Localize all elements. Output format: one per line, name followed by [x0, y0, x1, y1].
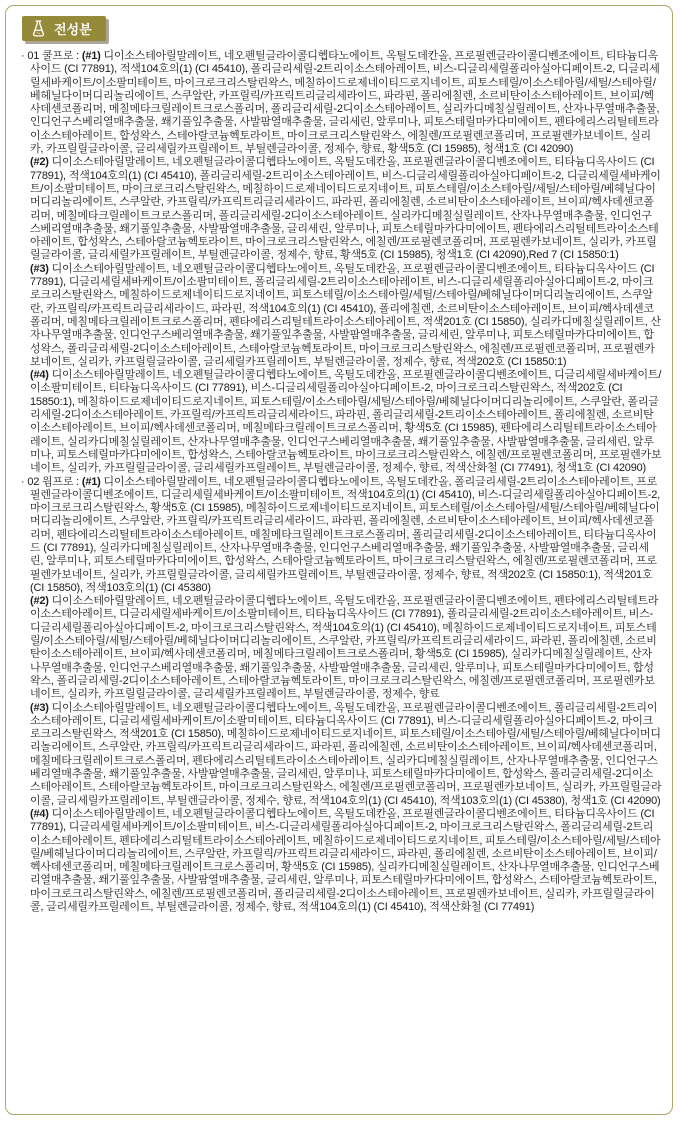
shade-marker: (#4)	[30, 807, 52, 820]
shade-marker: (#4)	[30, 369, 52, 382]
ingredients-list	[6, 43, 672, 914]
shade-marker: (#3)	[30, 262, 52, 275]
ingredients-text: 디이소스테아릴말레이트, 네오펜틸글라이콜디헵타노에이트, 옥틸도데칸올, 프로필렌글라이콜디벤조에이트, 티타늄디옥사이드 (CI 77891), 디글리세릴세바케이트/이소팔미테이트, 비스-디글리세릴폴리아실아디페이트-2, 마이크로크리스탈린왁스, 폴리글리세릴-2트리이소스테아레이트, 펜타에리스리틸테트라이소스테아레이트, 메칠하이드로제네이티드로지네이트, 피토스테릴/이소스테아릴/세틸/스테아릴/베헤닐다이머디리놀리에이트, 스쿠알란, 카프릴릭/카프릭트리글리세라이드, 파라핀, 폴리에칠렌, 소르비탄이소스테아레이트, 브이피/헥사데센코폴리머, 메칠메타크릴레이트크로스폴리머, 황색5호 (CI 15985), 실리카디메칠실릴레이트, 산자나무열매추출물, 인디언구스베리열매추출물, 쐐기풀잎추출물, 사발팜열매추출물, 글리세린, 알루미나, 피토스테릴마카다미에이트, 합성왁스, 스테아랄코늄헥토라이트, 마이크로크리스탈린왁스, 에칠렌/프로필렌코폴리머, 폴리글리세릴-2디이소스테아레이트, 프로필렌카보네이트, 실리카, 카프릴릴글라이콜, 글리세릴카프릴레이트, 부틸렌글라이콜, 정제수, 향료, 적색104호의(1) (CI 45410), 적색산화철 (CI 77491)	[30, 807, 661, 913]
shade-marker: (#2)	[30, 595, 52, 608]
product-entry	[21, 475, 662, 596]
product-name: · 01 쿨프로 :	[21, 50, 82, 62]
shade-paragraph	[30, 702, 662, 808]
ingredients-text: 디이소스테아릴말레이트, 네오펜틸글라이콜디헵타노에이트, 옥틸도데칸올, 프로필렌글라이콜디벤조에이트, 티타늄디옥사이드 (CI 77891), 디글리세릴세바케이트/이소팔미테이트, 폴리글리세릴-2트리이소스테아레이트, 비스-디글리세릴폴리아실아디페이트-2, 마이크로크리스탈린왁스, 메칠하이드로제네이티드로지네이트, 피토스테릴/이소스테아릴/세틸/스테아릴/베헤닐다이머디리놀리에이트, 스쿠알란, 카프릴릭/카프릭트리글리세라이드, 파라핀, 적색104호의(1) (CI 45410), 폴리에칠렌, 소르비탄이소스테아레이트, 브이피/헥사데센코폴리머, 메칠메타크릴레이트크로스폴리머, 펜타에리스리틸테트라이소스테아레이트, 적색201호 (CI 15850), 실리카디메칠실릴레이트, 산자나무열매추출물, 인디언구스베리열매추출물, 쐐기풀잎추출물, 사발팜열매추출물, 글리세린, 알루미나, 피토스테릴마카다미에이트, 합성왁스, 폴리글리세릴-2디이소스테아레이트, 스테아랄코늄헥토라이트, 마이크로크리스탈린왁스, 에칠렌/프로필렌코폴리머, 프로필렌카보네이트, 실리카, 카프릴릴글라이콜, 글리세릴카프릴레이트, 부틸렌글라이콜, 정제수, 향료, 적색202호 (CI 15850:1)	[30, 262, 661, 368]
shade-paragraph	[30, 595, 662, 701]
ingredients-text: 디이소스테아릴말레이트, 네오펜틸글라이콜디헵타노에이트, 옥틸도데칸올, 프로필렌글라이콜디벤조에이트, 폴리글리세릴-2트리이소스테아레이트, 디글리세릴세바케이트/이소팔미테이트, 티타늄디옥사이드 (CI 77891), 비스-디글리세릴폴리아실아디페이트-2, 마이크로크리스탈린왁스, 적색201호 (CI 15850), 메칠하이드로제네이티드로지네이트, 피토스테릴/이소스테아릴/세틸/스테아릴/베헤닐다이머디리놀리에이트, 스쿠알란, 카프릴릭/카프릭트리글리세라이드, 파라핀, 폴리에칠렌, 소르비탄이소스테아레이트, 브이피/헥사데센코폴리머, 메칠메타크릴레이트크로스폴리머, 펜타에리스리틸테트라이소스테아레이트, 실리카디메칠실릴레이트, 산자나무열매추출물, 인디언구스베리열매추출물, 쐐기풀잎추출물, 사발팜열매추출물, 글리세린, 알루미나, 피토스테릴마카다미에이트, 합성왁스, 폴리글리세릴-2디이소스테아레이트, 스테아랄코늄헥토라이트, 마이크로크리스탈린왁스, 에칠렌/프로필렌코폴리머, 프로필렌카보네이트, 실리카, 카프릴릴글라이콜, 글리세릴카프릴레이트, 부틸렌글라이콜, 정제수, 향료, 적색104호의(1) (CI 45410), 적색103호의(1) (CI 45380), 청색1호 (CI 42090)	[30, 701, 662, 807]
section-badge	[22, 16, 106, 41]
ingredients-text: 디이소스테아릴말레이트, 네오펜틸글라이콜디헵타노에이트, 옥틸도데칸올, 폴리글리세릴-2트리이소스테아레이트, 프로필렌글라이콜디벤조에이트, 디글리세릴세바케이트/이소팔미테이트, 적색104호의(1) (CI 45410), 비스-디글리세릴폴리아실아디페이트-2, 마이크로크리스탈린왁스, 황색5호 (CI 15985), 메칠하이드로제네이티드로지네이트, 피토스테릴/이소스테아릴/세틸/스테아릴/베헤닐다이머디리놀리에이트, 스쿠알란, 카프릴릭/카프릭트리글리세라이드, 파라핀, 폴리에칠렌, 소르비탄이소스테아레이트, 브이피/헥사데센코폴리머, 펜타에리스리틸테트라이소스테아레이트, 메칠메타크릴레이트크로스폴리머, 폴리글리세릴-2디이소스테아레이트, 티타늄디옥사이드 (CI 77891), 실리카디메칠실릴레이트, 산자나무열매추출물, 인디언구스베리열매추출물, 쐐기풀잎추출물, 사발팜열매추출물, 글리세린, 알루미나, 피토스테릴마카다미에이트, 합성왁스, 스테아랄코늄헥토라이트, 마이크로크리스탈린왁스, 에칠렌/프로필렌코폴리머, 프로필렌카보네이트, 실리카, 카프릴릴글라이콜, 글리세릴카프릴레이트, 부틸렌글라이콜, 정제수, 향료, 적색202호 (CI 15850:1), 적색201호 (CI 15850), 적색103호의(1) (CI 45380)	[30, 475, 660, 594]
shade-marker: (#3)	[30, 701, 52, 714]
ingredients-text: 디이소스테아릴말레이트, 네오펜틸글라이콜디헵타노에이트, 옥틸도데칸올, 프로필렌글라이콜디벤조에이트, 펜타에리스리틸테트라이소스테아레이트, 디글리세릴세바케이트/이소팔미테이트, 티타늄디옥사이드 (CI 77891), 폴리글리세릴-2트리이소스테아레이트, 비스-디글리세릴폴리아실아디페이트-2, 마이크로크리스탈린왁스, 적색104호의(1) (CI 45410), 메칠하이드로제네이티드로지네이트, 피토스테릴/이소스테아릴/세틸/스테아릴/베헤닐다이머디리놀리에이트, 스쿠알란, 카프릴릭/카프릭트리글리세라이드, 파라핀, 폴리에칠렌, 소르비탄이소스테아레이트, 브이피/헥사데센코폴리머, 메칠메타크릴레이트크로스폴리머, 황색5호 (CI 15985), 실리카디메칠실릴레이트, 산자나무열매추출물, 인디언구스베리열매추출물, 쐐기풀잎추출물, 사발팜열매추출물, 글리세린, 알루미나, 피토스테릴마카다미에이트, 합성왁스, 폴리글리세릴-2디이소스테아레이트, 스테아랄코늄헥토라이트, 마이크로크리스탈린왁스, 에칠렌/프로필렌코폴리머, 프로필렌카보네이트, 실리카, 카프릴릴글라이콜, 글리세릴카프릴레이트, 부틸렌글라이콜, 정제수, 향료	[30, 595, 659, 701]
shade-marker: (#1)	[81, 475, 104, 488]
product-name: · 02 웜프로 :	[21, 475, 82, 488]
ingredients-text: 디이소스테아릴말레이트, 네오펜틸글라이콜디헵타노에이트, 옥틸도데칸올, 프로필렌글라이콜디벤조에이트, 디글리세릴세바케이트/이소팔미테이트, 티타늄디옥사이드 (CI 77891), 비스-디글리세릴폴리아실아디페이트-2, 마이크로크리스탈린왁스, 적색202호 (CI 15850:1), 메칠하이드로제네이티드로지네이트, 피토스테릴/이소스테아릴/세틸/스테아릴/베헤닐다이머디리놀리에이트, 스쿠알란, 폴리글리세릴-2디이소스테아레이트, 카프릴릭/카프릭트리글리세라이드, 파라핀, 폴리글리세릴-2트리이소스테아레이트, 폴리에칠렌, 소르비탄이소스테아레이트, 브이피/헥사데센코폴리머, 메칠메타크릴레이트크로스폴리머, 황색5호 (CI 15985), 펜타에리스리틸테트라이소스테아레이트, 실리카디메칠실릴레이트, 산자나무열매추출물, 인디언구스베리열매추출물, 쐐기풀잎추출물, 사발팜열매추출물, 글리세린, 알루미나, 피토스테릴마카다미에이트, 합성왁스, 스테아랄코늄헥토라이트, 마이크로크리스탈린왁스, 에칠렌/프로필렌코폴리머, 프로필렌카보네이트, 실리카, 카프릴릴글라이콜, 글리세릴카프릴레이트, 부틸렌글라이콜, 정제수, 향료, 적색산화철 (CI 77491), 청색1호 (CI 42090)	[30, 369, 662, 475]
shade-paragraph	[30, 808, 662, 914]
shade-paragraph	[30, 156, 662, 262]
product-entry	[21, 50, 662, 156]
ingredients-panel	[5, 5, 673, 1115]
shade-marker: (#2)	[30, 156, 52, 169]
section-title: 전성분	[54, 22, 92, 37]
ingredients-text: 디이소스테아릴말레이트, 네오펜틸글라이콜디헵타노에이트, 옥틸도데칸올, 프로필렌글라이콜디벤조에이트, 티타늄디옥사이드 (CI 77891), 적색104호의(1) (CI 45410), 폴리글리세릴-2트리이소스테아레이트, 비스-디글리세릴폴리아실아디페이트-2, 디글리세릴세바케이트/이소팔미테이트, 마이크로크리스탈린왁스, 메칠하이드로제네이티드로지네이트, 피토스테릴/이소스테아릴/세틸/스테아릴/베헤닐다이머디리놀리에이트, 스쿠알란, 카프릴릭/카프릭트리글리세라이드, 파라핀, 폴리에칠렌, 소르비탄이소스테아레이트, 브이피/헥사데센코폴리머, 메칠메타크릴레이트크로스폴리머, 폴리글리세릴-2디이소스테아레이트, 실리카디메칠실릴레이트, 산자나무열매추출물, 인디언구스베리열매추출물, 쐐기풀잎추출물, 사발팜열매추출물, 글리세린, 알루미나, 피토스테릴마카다미에이트, 펜타에리스리틸테트라이소스테아레이트, 합성왁스, 스테아랄코늄헥토라이트, 마이크로크리스탈린왁스, 에칠렌/프로필렌코폴리머, 프로필렌카보네이트, 실리카, 카프릴릴글라이콜, 글리세릴카프릴레이트, 부틸렌글라이콜, 정제수, 향료, 황색5호 (CI 15985), 청색1호 (CI 42090),Red 7 (CI 15850:1)	[30, 156, 661, 262]
shade-paragraph	[30, 263, 662, 369]
flask-icon	[29, 19, 48, 38]
shade-marker: (#1)	[81, 50, 104, 62]
shade-paragraph	[30, 369, 662, 475]
ingredients-text: 디이소스테아릴말레이트, 네오펜틸글라이콜디헵타노에이트, 옥틸도데칸올, 프로필렌글라이콜디벤조에이트, 티타늄디옥사이드 (CI 77891), 적색104호의(1) (CI 45410), 폴리글리세릴-2트리이소스테아레이트, 비스-디글리세릴폴리아실아디페이트-2, 디글리세릴세바케이트/이소팔미테이트, 마이크로크리스탈린왁스, 메칠하이드로제네이티드로지네이트, 피토스테릴/이소스테아릴/세틸/스테아릴/베헤닐다이머디리놀리에이트, 스쿠알란, 카프릴릭/카프릭트리글리세라이드, 파라핀, 폴리에칠렌, 소르비탄이소스테아레이트, 브이피/헥사데센코폴리머, 메칠메타크릴레이트크로스폴리머, 폴리글리세릴-2디이소스테아레이트, 실리카디메칠실릴레이트, 산자나무열매추출물, 인디언구스베리열매추출물, 쐐기풀잎추출물, 사발팜열매추출물, 글리세린, 알루미나, 피토스테릴마카다미에이트, 펜타에리스리틸테트라이소스테아레이트, 합성왁스, 스테아랄코늄헥토라이트, 마이크로크리스탈린왁스, 에칠렌/프로필렌코폴리머, 프로필렌카보네이트, 실리카, 카프릴릴글라이콜, 글리세릴카프릴레이트, 부틸렌글라이콜, 정제수, 향료, 황색5호 (CI 15985), 청색1호 (CI 42090)	[30, 50, 660, 156]
